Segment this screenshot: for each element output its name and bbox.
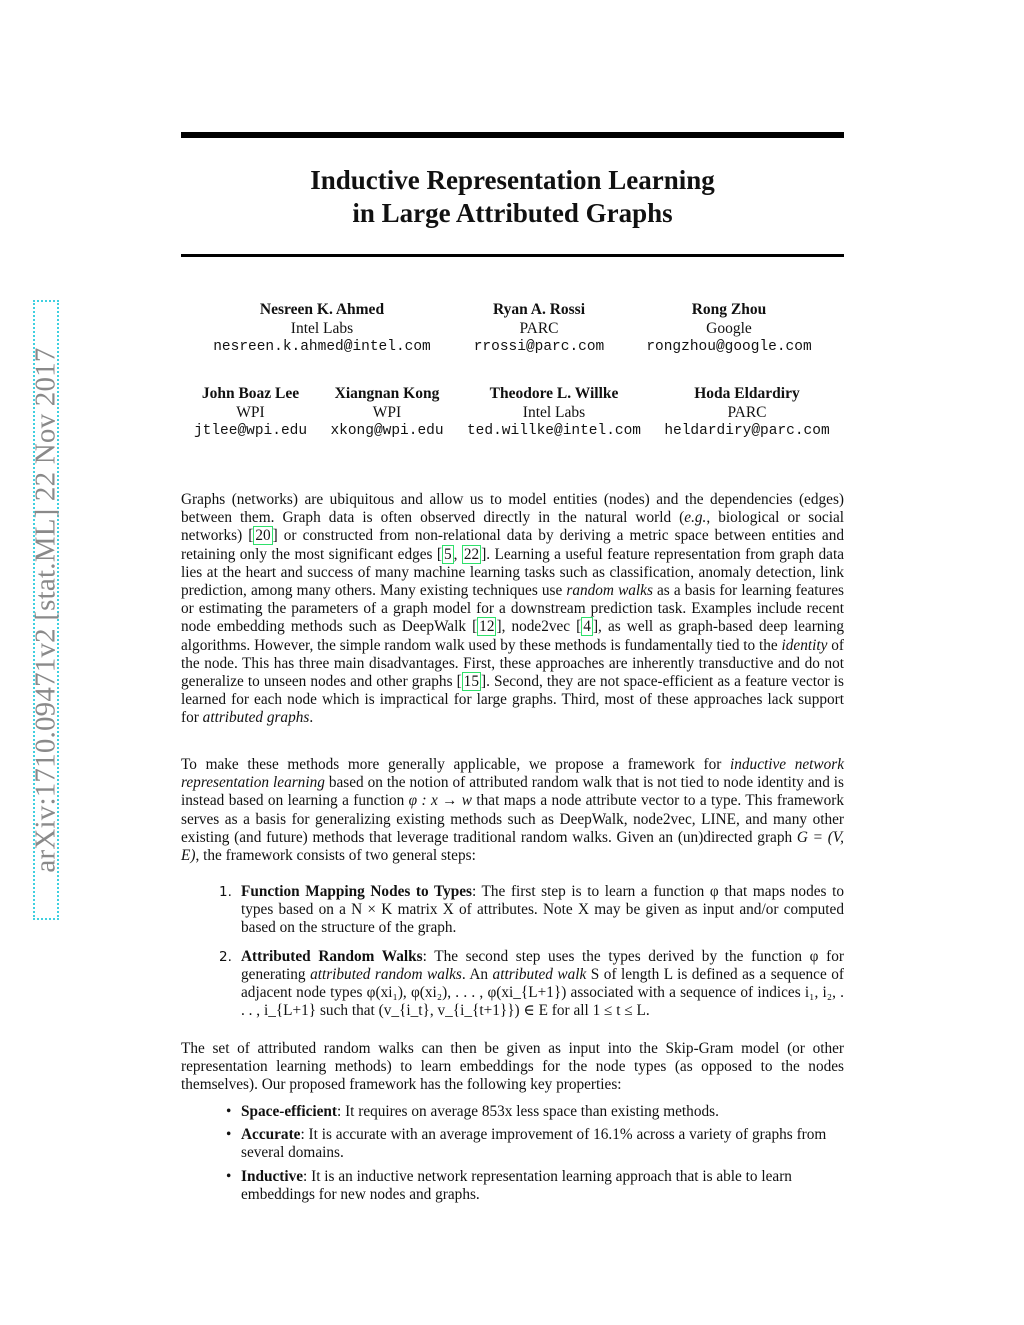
text-run: ,	[453, 545, 462, 563]
step-text: attributed random walks	[310, 965, 462, 983]
text-run: ]. Learning a useful feature representation from graph data lies at the heart and success of many machine learning tasks such as classification, anomaly detection, link prediction, among many others. Many existing techniques use	[181, 545, 844, 600]
text-run: , the framework consists of two general steps:	[195, 847, 476, 865]
author-block	[661, 385, 833, 441]
author-affiliation: PARC	[519, 319, 559, 337]
author-affiliation: PARC	[727, 403, 767, 421]
property-heading: Inductive	[241, 1167, 304, 1185]
citation-link[interactable]: 5	[444, 545, 452, 563]
bullet-icon: •	[226, 1103, 232, 1120]
author-affiliation: Google	[706, 319, 752, 337]
text-run: as a basis for learning features or estimating the parameters of a graph model for a downstream prediction task. Examples include recent node embedding methods such as DeepWalk [	[181, 582, 844, 636]
title-bottom-rule	[181, 254, 844, 257]
step-text: attributed walk	[492, 965, 587, 983]
author-name: Xiangnan Kong	[334, 385, 440, 402]
author-block	[465, 385, 643, 441]
citation-link[interactable]: 20	[255, 527, 271, 545]
text-run: Graphs (networks) are ubiquitous and allow us to model entities (nodes) and the dependencies (edges) between them. Graph data is often observed directly in the natural world (	[181, 491, 844, 527]
author-affiliation: Intel Labs	[522, 403, 586, 421]
bullet-icon: •	[226, 1126, 232, 1144]
list-item	[181, 883, 844, 938]
step-number: 1.	[219, 884, 232, 900]
title-line-2: in Large Attributed Graphs	[352, 198, 673, 228]
text-run: , biological or social networks) [	[181, 509, 844, 545]
author-name: Rong Zhou	[691, 301, 767, 318]
bullet-icon: •	[226, 1167, 232, 1185]
text-run: ], as well as graph-based deep learning algorithms. However, the simple random walk used by these methods is fundamentally tied to the	[181, 618, 844, 654]
title-top-rule	[181, 132, 844, 138]
paper-title	[181, 164, 844, 230]
step-text: i₁), φ(xi₂), . . . , φ(xi_{L+1}) associated with a sequence of indices i₁, i₂, . . . , i_{L+1} such that (v_{i_t}, v_{i_{t+1}}) ∈ E for all 1 ≤ t ≤ L.	[241, 984, 844, 1020]
property-text: : It is an inductive network representation learning approach that is able to learn embeddings for new nodes and graphs.	[241, 1167, 792, 1203]
author-name: Theodore L. Willke	[489, 385, 619, 402]
author-email[interactable]: nesreen.k.ahmed@intel.com	[213, 339, 431, 355]
property-heading: Accurate	[241, 1126, 301, 1144]
framework-steps-list	[181, 883, 844, 1030]
author-name: Nesreen K. Ahmed	[259, 301, 385, 318]
citation-link[interactable]: 4	[583, 618, 591, 636]
author-name: Hoda Eldardiry	[694, 385, 800, 402]
math-expression: φ : x → w	[408, 792, 472, 810]
text-run: inductive network representation learning	[181, 756, 845, 792]
citation-link[interactable]: 12	[479, 618, 495, 636]
paragraph-text: The set of attributed random walks can then be given as input into the Skip-Gram model (or other representation learning methods) to learn embeddings for the node types (as opposed to the nodes themselves). Our proposed framework has the following key properties:	[181, 1040, 844, 1094]
text-run: .	[309, 709, 314, 727]
text-run: ]. Second, they are not space-efficient as a feature vector is learned for each node which is impractical for large graphs. Third, most of these approaches lack support for	[181, 673, 844, 727]
text-run: attributed graphs	[202, 709, 310, 727]
math-expression: G = (V, E)	[181, 828, 845, 865]
author-block	[644, 301, 814, 357]
step-text: S of length L is defined as a sequence of adjacent node types φ(x	[241, 965, 844, 1002]
text-run: random walks	[566, 582, 653, 600]
text-run: ], node2vec [	[496, 618, 582, 636]
list-item	[181, 1168, 844, 1204]
key-properties-list	[181, 1103, 844, 1209]
intro-paragraph-2	[181, 756, 844, 865]
step-text: : The first step is to learn a function φ that maps nodes to types based on a N × K matrix X of attributes. Note X may be given as input and/or computed based on the structure of the graph.	[241, 883, 844, 937]
author-email[interactable]: xkong@wpi.edu	[330, 423, 444, 439]
author-email[interactable]: rongzhou@google.com	[646, 339, 812, 355]
author-email[interactable]: heldardiry@parc.com	[664, 423, 830, 439]
list-item	[181, 1103, 844, 1121]
list-item	[181, 948, 844, 1021]
author-affiliation: WPI	[372, 403, 402, 421]
text-run: ] or constructed from non-relational data by deriving a metric space between entities and retaining only the most significant edges [	[181, 527, 845, 563]
text-run: that maps a node attribute vector to a type. This framework serves as a basis for generalizing existing methods such as DeepWalk, node2vec, LINE, and many other existing (and future) methods that leverage traditional random walks. Given an (un)directed graph	[181, 792, 844, 846]
author-email[interactable]: ted.willke@intel.com	[466, 423, 642, 439]
step-heading: Function Mapping Nodes to Types	[241, 883, 472, 900]
property-text: : It requires on average 853x less space than existing methods.	[337, 1103, 719, 1120]
text-run: e.g.	[684, 509, 707, 527]
text-run: based on the notion of attributed random walk that is not tied to node identity and is instead based on learning a function	[181, 774, 844, 810]
intro-paragraph-3	[181, 1040, 844, 1095]
author-block	[211, 301, 433, 357]
title-line-1: Inductive Representation Learning	[310, 165, 715, 195]
property-text: : It is accurate with an average improvement of 16.1% across a variety of graphs from several domains.	[241, 1126, 827, 1162]
author-name: John Boaz Lee	[201, 385, 300, 402]
property-heading: Space-efficient	[241, 1103, 337, 1120]
arxiv-identifier[interactable]: arXiv:1710.09471v2 [stat.ML] 22 Nov 2017	[29, 347, 62, 873]
text-run: identity	[781, 636, 828, 654]
author-email[interactable]: rrossi@parc.com	[473, 339, 605, 355]
citation-link[interactable]: 15	[463, 673, 479, 691]
arxiv-stamp[interactable]	[24, 300, 64, 920]
author-block	[328, 385, 446, 441]
author-affiliation: Intel Labs	[290, 319, 354, 337]
step-heading: Attributed Random Walks	[241, 947, 423, 965]
citation-link[interactable]: 22	[463, 545, 480, 563]
text-run: of the node. This has three main disadvantages. First, these approaches are inherently transductive and do not generalize to unseen nodes and other graphs [	[181, 636, 844, 691]
list-item	[181, 1126, 844, 1162]
author-block	[468, 301, 610, 357]
author-email[interactable]: jtlee@wpi.edu	[193, 423, 308, 439]
author-block	[192, 385, 309, 441]
intro-paragraph-1	[181, 491, 844, 728]
text-run: To make these methods more generally applicable, we propose a framework for	[181, 756, 731, 773]
author-name: Ryan A. Rossi	[492, 301, 586, 318]
step-number: 2.	[219, 948, 232, 965]
step-text: . An	[461, 965, 493, 983]
author-affiliation: WPI	[236, 403, 265, 421]
step-text: : The second step uses the types derived by the function φ for generating	[241, 947, 844, 983]
